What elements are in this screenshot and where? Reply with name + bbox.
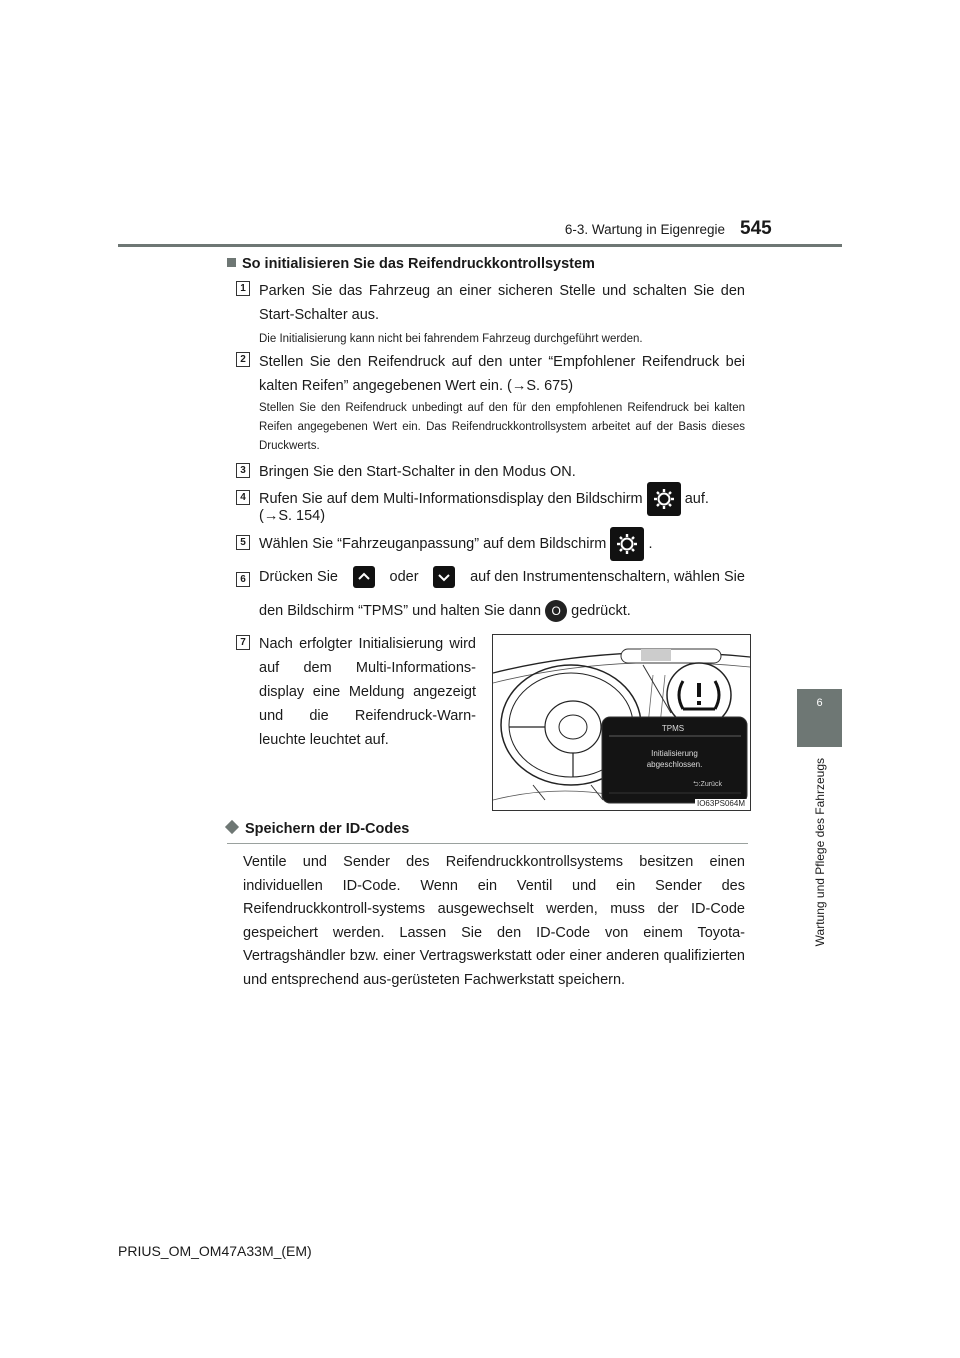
ok-button-icon: O <box>545 600 567 622</box>
up-arrow-button-icon <box>353 566 375 588</box>
screen-title: TPMS <box>661 724 685 733</box>
step-2-text: Stellen Sie den Reifendruck auf den unter “Empfohlener Reifendruck bei kalten Reifen” angegebenen Wert ein. (→S. 675) <box>259 354 745 394</box>
step-4-text: Rufen Sie auf dem Multi-Informationsdisplay den Bildschirm auf. <box>259 482 759 516</box>
step-number-2: 2 <box>236 352 250 367</box>
id-code-paragraph: Ventile und Sender des Reifendruckkontrollsystems besitzen einen individuellen ID-Code. Wenn ein Ventil und ein Sender des Reifendruckkontroll-systems ausgewechselt werden, muss der ID-Code gespeichert werden. Lassen Sie den ID-Code von einem Toyota-Vertragshändler bzw. einer Vertragswerkstatt oder einer anderen qualifizierten und entsprechend aus-gerüsteten Fachwerkstatt speichern. <box>243 854 745 988</box>
settings-gear-icon <box>610 527 644 561</box>
back-label: ⮌:Zurück <box>693 781 722 788</box>
step-7-text: Nach erfolgter Initialisierung wird auf dem Multi-Informations-display eine Meldung angezeigt und die Reifendruck-Warn-leuchte leuchtet auf. <box>259 636 476 748</box>
section-title: 6-3. Wartung in Eigenregie <box>564 222 725 237</box>
step-number-6: 6 <box>236 572 250 587</box>
settings-gear-icon <box>647 482 681 516</box>
step-number-5: 5 <box>236 535 250 550</box>
step-4-reference: (→S. 154) <box>259 508 326 524</box>
page-number: 545 <box>740 218 772 239</box>
dashboard-illustration <box>492 634 751 811</box>
down-arrow-button-icon <box>433 566 455 588</box>
section-heading: So initialisieren Sie das Reifendruckkontrollsystem <box>227 256 595 272</box>
step-3-text: Bringen Sie den Start-Schalter in den Modus ON. <box>259 464 576 480</box>
step-5-text: Wählen Sie “Fahrzeuganpassung” auf dem Bildschirm . <box>259 527 759 561</box>
screen-message: Initialisierung abgeschlossen. <box>646 749 703 769</box>
step-1-note: Die Initialisierung kann nicht bei fahrendem Fahrzeug durchgeführt werden. <box>259 333 643 345</box>
step-2-note: Stellen Sie den Reifendruck unbedingt auf den für den empfohlenen Reifendruck bei kalten Reifen angegebenen Wert ein. Das Reifendruckkontrollsystem arbeitet auf der Basis dieses Druckwerts. <box>259 402 745 452</box>
step-number-4: 4 <box>236 490 250 505</box>
step-1-text: Parken Sie das Fahrzeug an einer sicheren Stelle und schalten Sie den Start-Schalter aus. <box>259 283 745 323</box>
chapter-tab: 6 <box>797 689 842 747</box>
step-6-text-line2: den Bildschirm “TPMS” und halten Sie dann O gedrückt. <box>259 598 759 624</box>
subsection-rule <box>227 843 748 844</box>
step-number-3: 3 <box>236 463 250 478</box>
footer-doc-id: PRIUS_OM_OM47A33M_(EM) <box>118 1243 312 1259</box>
back-arrow-icon: ⮌ <box>693 781 699 788</box>
step-number-7: 7 <box>236 635 250 650</box>
chapter-label: Wartung und Pflege des Fahrzeugs <box>812 758 827 947</box>
subsection-heading: Speichern der ID-Codes <box>227 821 409 837</box>
step-number-1: 1 <box>236 281 250 296</box>
figure-code: IO63PS064M <box>696 799 745 808</box>
step-6-text-line1: Drücken Sie oder auf den Instrumentenschaltern, wählen Sie <box>259 565 745 589</box>
header-rule <box>118 244 842 247</box>
